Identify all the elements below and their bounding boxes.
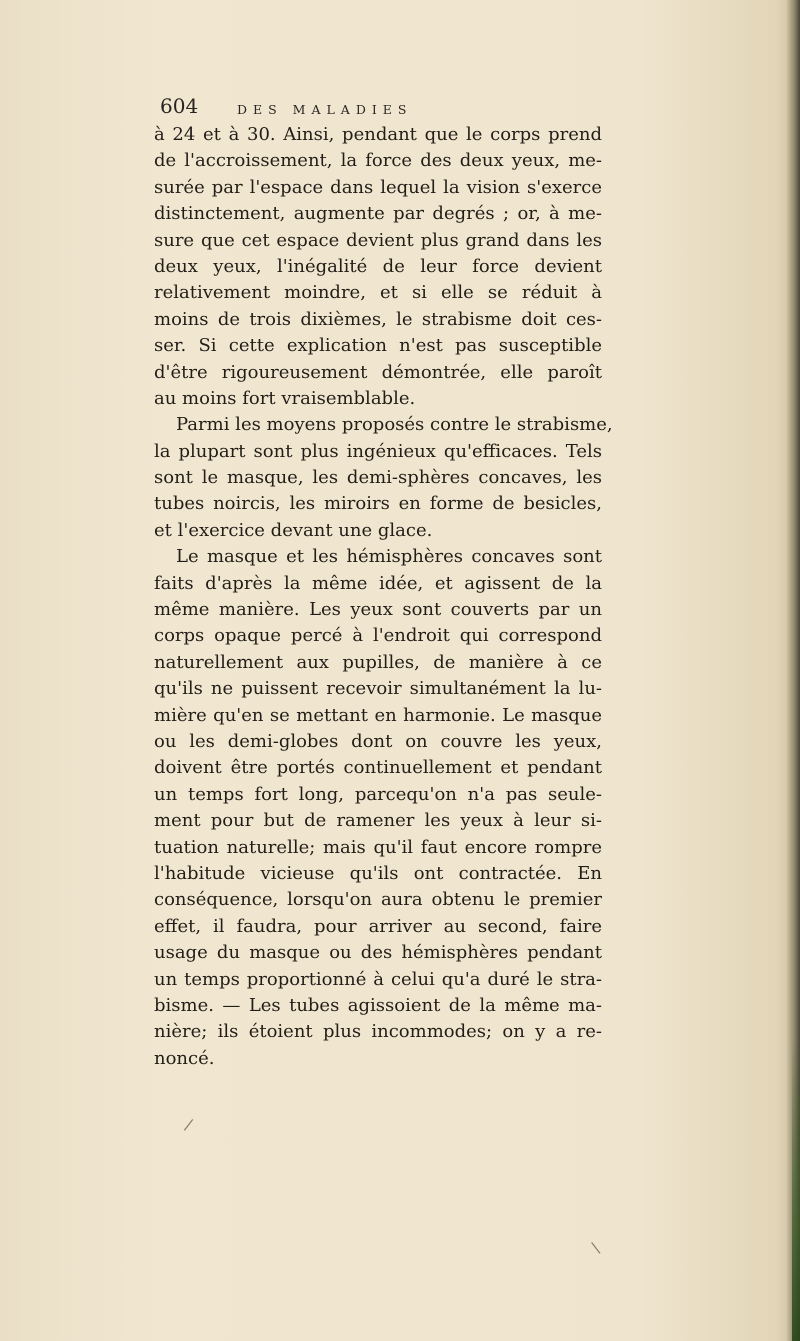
text-line: nière; ils étoient plus incommodes; on y a re- xyxy=(154,1021,602,1043)
text-line: surée par l'espace dans lequel la vision s'exerce xyxy=(154,176,602,198)
text-line: relativement moindre, et si elle se réduit à xyxy=(154,282,602,304)
text-line: ment pour but de ramener les yeux à leur si- xyxy=(154,810,602,832)
text-line: la plupart sont plus ingénieux qu'efficaces. Tels xyxy=(154,440,602,462)
page-edge-stain xyxy=(792,1040,800,1341)
text-line: deux yeux, l'inégalité de leur force devient xyxy=(154,255,602,277)
text-line: ou les demi-globes dont on couvre les yeux, xyxy=(154,730,602,752)
text-line: noncé. xyxy=(154,1047,215,1069)
text-line: d'être rigoureusement démontrée, elle paroît xyxy=(154,361,602,383)
text-line: et l'exercice devant une glace. xyxy=(154,519,433,541)
text-line: de l'accroissement, la force des deux yeux, me- xyxy=(154,150,602,172)
text-line: même manière. Les yeux sont couverts par un xyxy=(154,599,602,621)
text-line: naturellement aux pupilles, de manière à ce xyxy=(154,651,602,673)
running-head: DES MALADIES xyxy=(237,102,413,117)
text-line: tuation naturelle; mais qu'il faut encore rompre xyxy=(154,836,602,858)
text-line: conséquence, lorsqu'on aura obtenu le premier xyxy=(154,889,602,911)
text-line: sure que cet espace devient plus grand dans les xyxy=(154,229,602,251)
text-line: un temps proportionné à celui qu'a duré le stra- xyxy=(154,968,602,990)
text-line: ser. Si cette explication n'est pas susceptible xyxy=(154,335,602,357)
text-line: moins de trois dixièmes, le strabisme doit ces- xyxy=(154,308,602,330)
stray-mark: / xyxy=(182,1114,195,1135)
text-line: Parmi les moyens proposés contre le strabisme, xyxy=(176,414,613,436)
text-line: sont le masque, les demi-sphères concaves, les xyxy=(154,467,602,489)
text-line: usage du masque ou des hémisphères pendant xyxy=(154,942,602,964)
text-line: corps opaque percé à l'endroit qui correspond xyxy=(154,625,602,647)
body-text xyxy=(154,122,613,1072)
text-line: doivent être portés continuellement et pendant xyxy=(154,757,602,779)
text-line: distinctement, augmente par degrés ; or, à me- xyxy=(154,203,602,225)
page-number: 604 xyxy=(160,94,199,118)
text-line: Le masque et les hémisphères concaves sont xyxy=(176,546,602,568)
text-line: un temps fort long, parcequ'on n'a pas seule- xyxy=(154,783,602,805)
stray-mark: \ xyxy=(589,1237,602,1258)
page-header xyxy=(160,94,600,124)
text-line: l'habitude vicieuse qu'ils ont contractée. En xyxy=(154,862,602,884)
text-line: au moins fort vraisemblable. xyxy=(154,387,416,409)
text-line: qu'ils ne puissent recevoir simultanément la lu- xyxy=(154,678,602,700)
text-line: tubes noircis, les miroirs en forme de besicles, xyxy=(154,493,602,515)
text-line: faits d'après la même idée, et agissent de la xyxy=(154,572,602,594)
text-line: bisme. — Les tubes agissoient de la même ma- xyxy=(154,994,602,1016)
text-line: mière qu'en se mettant en harmonie. Le masque xyxy=(154,704,602,726)
text-line: effet, il faudra, pour arriver au second, faire xyxy=(154,915,602,937)
text-line: à 24 et à 30. Ainsi, pendant que le corps prend xyxy=(154,124,602,145)
